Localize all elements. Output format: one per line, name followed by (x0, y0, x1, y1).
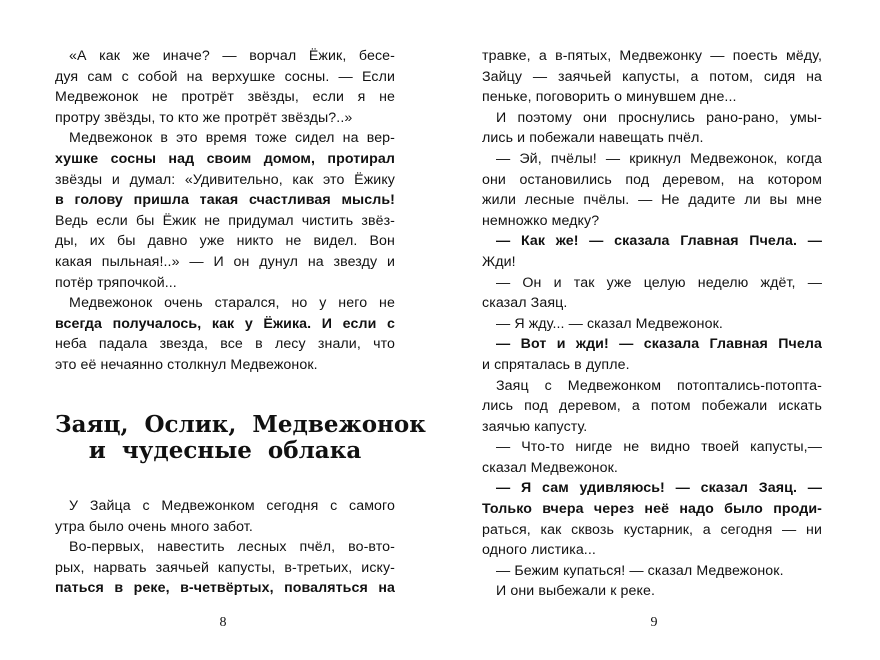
text-line: всегда получалось, как у Ёжика. И если с (55, 315, 395, 332)
text-line: травке, а в-пятых, Медвежонку — поесть мёду, (482, 48, 822, 64)
text-line: одного листика... (482, 542, 596, 559)
text-line: дуя сам с собой на верхушке сосны. — Если (55, 68, 395, 85)
text-line: потёр тряпочкой... (55, 274, 177, 291)
text-line: сказал Медвежонок. (482, 459, 618, 476)
text-line: сказал Заяц. (482, 295, 568, 312)
page-number-right: 9 (650, 615, 658, 630)
text-line: немножко медку? (482, 212, 600, 229)
text-line: — Вот и жди! — сказала Главная Пчела (496, 336, 822, 353)
text-line: они остановились под деревом, на котором (482, 171, 822, 188)
text-line: лись под деревом, а потом побежали искать (482, 398, 822, 415)
text-line: Во-первых, навестить лесных пчёл, во-вто- (69, 539, 395, 556)
text-line: утра было очень много забот. (55, 518, 253, 535)
chapter-title-line-1: Заяц, Ослик, Медвежонок (55, 411, 426, 438)
text-line: лись и побежали навещать пчёл. (482, 130, 704, 147)
text-line: Заяц с Медвежонком потоптались-потопта- (496, 377, 822, 394)
text-line: Медвежонок очень старался, но у него не (69, 295, 395, 312)
text-line: неба падала звезда, все в лесу знали, что (55, 336, 395, 353)
text-line: звёзды и думал: «Удивительно, как это Ёжику (55, 171, 395, 188)
text-line: — Бежим купаться! — сказал Медвежонок. (496, 562, 784, 579)
text-line: Зайцу — заячьей капусты, а потом, сидя на (482, 68, 822, 85)
text-line: и спряталась в дупле. (482, 356, 630, 373)
text-line: Жди! (482, 253, 516, 270)
text-line: паться в реке, в-четвёртых, поваляться на (55, 580, 395, 597)
text-line: хушке сосны над своим домом, протирал (55, 150, 395, 167)
text-line: — Что-то нигде не видно твоей капусты,— (496, 439, 822, 456)
text-line: это её нечаянно столкнул Медвежонок. (55, 356, 318, 373)
chapter-title-line-2: и чудесные облака (88, 437, 362, 464)
text-line: У Зайца с Медвежонком сегодня с самого (69, 498, 395, 514)
text-line: И они выбежали к реке. (496, 583, 656, 600)
right-text-block (482, 46, 822, 602)
chapter-title (55, 411, 426, 464)
text-line: Медвежонок не протрёт звёзды, если я не (55, 89, 395, 106)
text-line: — Эй, пчёлы! — крикнул Медвежонок, когда (496, 150, 822, 167)
text-line: пеньке, поговорить о минувшем дне... (482, 89, 737, 106)
text-line: «А как же иначе? — ворчал Ёжик, бесе- (69, 48, 395, 64)
text-line: заячью капусту. (482, 418, 588, 435)
text-line: — Как же! — сказала Главная Пчела. — (496, 233, 822, 250)
text-line: Медвежонок в это время тоже сидел на вер- (69, 130, 395, 147)
text-line: ды, их бы давно уже никто не видел. Вон (55, 233, 395, 250)
text-line: — Я жду... — сказал Медвежонок. (496, 315, 723, 332)
text-line: И поэтому они проснулись рано-рано, умы- (496, 109, 822, 126)
text-line: Ведь если бы Ёжик не придумал чистить звёз- (55, 212, 395, 229)
left-text-block-2 (55, 496, 395, 599)
left-text-block-1 (55, 46, 395, 376)
text-line: рых, нарвать заячьей капусты, в-третьих, иску- (55, 559, 395, 576)
text-line: — Я сам удивляюсь! — сказал Заяц. — (496, 480, 822, 497)
text-line: жили лесные пчёлы. — Не дадите ли вы мне (482, 192, 822, 209)
text-line: в голову пришла такая счастливая мысль! (55, 192, 395, 209)
text-line: какая пыльная!..» — И он дунул на звезду и (55, 253, 395, 270)
text-line: раться, как сквозь кустарник, а сегодня — ни (482, 521, 822, 538)
page-number-left: 8 (219, 615, 227, 630)
text-line: — Он и так уже целую неделю ждёт, — (496, 274, 822, 291)
text-line: протру звёзды, то кто же протрёт звёзды?..» (55, 109, 353, 126)
text-line: Только вчера через неё надо было проди- (482, 501, 822, 518)
